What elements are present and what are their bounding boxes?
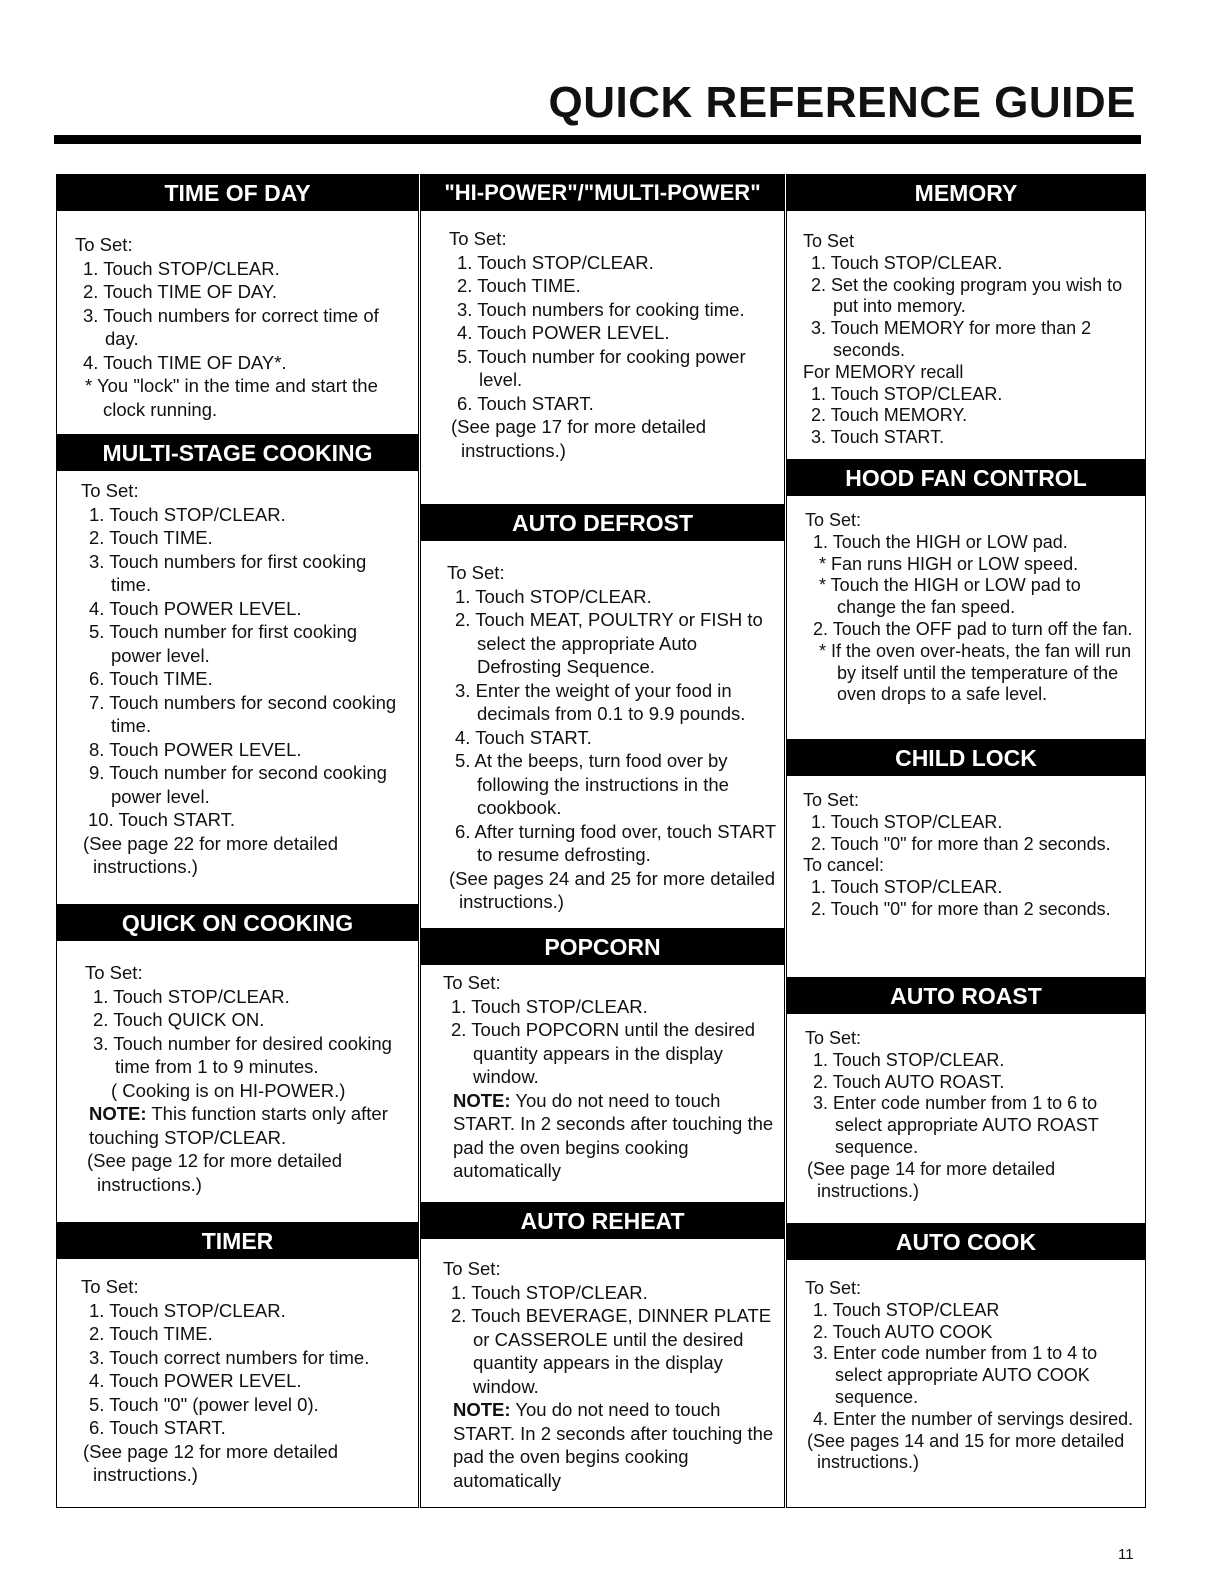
step-item: 2. Touch the OFF pad to turn off the fan.: [813, 618, 1133, 639]
section-popcorn: [420, 928, 785, 1204]
step-item: 6. Touch START.: [457, 392, 594, 414]
column-middle: [420, 174, 785, 1508]
see-page-note: (See page 17 for more detailed instructions.): [451, 416, 707, 461]
to-set-label: To Set:: [75, 234, 133, 255]
step-item: 1. Touch STOP/CLEAR.: [457, 251, 654, 273]
section-auto-defrost: [420, 504, 785, 930]
section-header: TIME OF DAY: [57, 175, 418, 211]
section-header: MULTI-STAGE COOKING: [57, 435, 418, 471]
step-item: 3. Enter code number from 1 to 4 to select appropriate AUTO COOK sequence.: [813, 1343, 1098, 1407]
footnote: * You "lock" in the time and start the clock running.: [85, 375, 378, 420]
section-header: MEMORY: [787, 175, 1145, 211]
step-item: 4. Touch POWER LEVEL.: [457, 322, 670, 343]
step-item: 2. Touch "0" for more than 2 seconds.: [811, 833, 1111, 854]
step-item: 4. Touch START.: [455, 726, 592, 748]
section-hood-fan-control: [786, 459, 1146, 741]
to-set-label: To Set:: [449, 228, 507, 249]
step-item: 2. Touch MEAT, POULTRY or FISH to select the appropriate Auto Defrosting Sequence.: [455, 609, 763, 677]
step-item: 6. Touch START.: [89, 1417, 226, 1438]
section-header: AUTO DEFROST: [421, 505, 784, 541]
step-item: 1. Touch STOP/CLEAR: [813, 1299, 1000, 1320]
note-body: You do not need to touch START. In 2 seconds after touching the pad the oven begins cooking automatically: [453, 1089, 774, 1181]
see-page-note: (See page 12 for more detailed instructions.): [87, 1150, 343, 1195]
bullet-item: * Fan runs HIGH or LOW speed.: [819, 553, 1079, 574]
note-text: [453, 1398, 776, 1492]
step-item: 1. Touch STOP/CLEAR.: [813, 1049, 1005, 1070]
step-item: 3. Enter the weight of your food in decimals from 0.1 to 9.9 pounds.: [455, 679, 746, 724]
to-set-label: To Set:: [803, 790, 860, 810]
note-text: [89, 1102, 410, 1149]
step-item: 1. Touch the HIGH or LOW pad.: [813, 531, 1068, 552]
step-item: 4. Touch POWER LEVEL.: [89, 597, 302, 619]
step-item: 9. Touch number for second cooking power level.: [89, 762, 387, 807]
note-label: NOTE:: [89, 1103, 147, 1124]
step-item: 1. Touch STOP/CLEAR.: [83, 257, 280, 279]
section-hi-power: [420, 174, 785, 506]
step-item: 6. Touch TIME.: [89, 668, 213, 689]
section-quick-on-cooking: [56, 904, 419, 1224]
step-item: 3. Touch MEMORY for more than 2 seconds.: [811, 318, 1092, 360]
section-header: POPCORN: [421, 929, 784, 965]
section-timer: [56, 1222, 419, 1508]
title-rule: [54, 135, 1141, 144]
note-text: [453, 1089, 776, 1183]
section-auto-cook: [786, 1223, 1146, 1508]
to-set-label: To Set:: [85, 962, 143, 983]
column-left: [56, 174, 419, 1508]
step-item: 1. Touch STOP/CLEAR.: [89, 1299, 286, 1321]
step-item: 2. Touch TIME.: [89, 1323, 213, 1344]
step-item: 3. Touch correct numbers for time.: [89, 1346, 370, 1368]
note-label: NOTE:: [453, 1399, 511, 1420]
to-set-label: To Set:: [805, 510, 862, 530]
note-body: You do not need to touch START. In 2 seconds after touching the pad the oven begins cooking automatically: [453, 1399, 774, 1491]
step-item: 1. Touch STOP/CLEAR.: [811, 877, 1003, 898]
step-item: 1. Touch STOP/CLEAR.: [89, 503, 286, 525]
step-item: 5. Touch number for cooking power level.: [457, 345, 746, 390]
section-header: TIMER: [57, 1223, 418, 1259]
step-item: 4. Enter the number of servings desired.: [813, 1408, 1134, 1429]
step-item: 3. Touch numbers for correct time of day.: [83, 304, 379, 349]
section-header: "HI-POWER"/"MULTI-POWER": [421, 175, 784, 211]
step-item: 1. Touch STOP/CLEAR.: [93, 985, 290, 1007]
section-header: HOOD FAN CONTROL: [787, 460, 1145, 496]
step-item: 5. At the beeps, turn food over by following the instructions in the cookbook.: [455, 750, 729, 818]
step-item: 3. Touch numbers for first cooking time.: [89, 550, 367, 595]
step-item: 3. Touch START.: [811, 427, 945, 448]
step-item: 3. Enter code number from 1 to 6 to select appropriate AUTO ROAST sequence.: [813, 1093, 1099, 1157]
see-page-note: (See page 14 for more detailed instructions.): [807, 1158, 1056, 1201]
step-item: 2. Touch TIME OF DAY.: [83, 281, 277, 302]
step-item: 3. Touch number for desired cooking time from 1 to 9 minutes.: [93, 1032, 392, 1077]
step-item: 2. Touch AUTO COOK: [813, 1321, 993, 1342]
step-item: 2. Set the cooking program you wish to put into memory.: [811, 274, 1123, 317]
section-header: AUTO ROAST: [787, 978, 1145, 1014]
to-set-label: To Set:: [81, 1276, 139, 1297]
step-item: 1. Touch STOP/CLEAR.: [451, 995, 648, 1017]
step-item: 5. Touch "0" (power level 0).: [89, 1393, 319, 1415]
section-header: AUTO COOK: [787, 1224, 1145, 1260]
step-item: 10. Touch START.: [88, 809, 236, 830]
step-item: 2. Touch POPCORN until the desired quantity appears in the display window.: [451, 1019, 756, 1087]
step-item: 3. Touch numbers for cooking time.: [457, 298, 745, 320]
step-item: 1. Touch STOP/CLEAR.: [451, 1281, 648, 1303]
step-item: 7. Touch numbers for second cooking time.: [89, 691, 397, 736]
section-child-lock: [786, 739, 1146, 979]
step-item: 2. Touch "0" for more than 2 seconds.: [811, 898, 1111, 919]
step-item: 2. Touch TIME.: [89, 527, 213, 548]
step-item: 4. Touch POWER LEVEL.: [89, 1370, 302, 1391]
step-item: 2. Touch BEVERAGE, DINNER PLATE or CASSEROLE until the desired quantity appears in the display window.: [451, 1305, 772, 1397]
step-item: 1. Touch STOP/CLEAR.: [811, 252, 1003, 273]
section-auto-roast: [786, 977, 1146, 1225]
page-number: 11: [1118, 1546, 1134, 1563]
note-body: This function starts only after touching STOP/CLEAR.: [89, 1103, 388, 1148]
step-item: 4. Touch TIME OF DAY*.: [83, 351, 287, 373]
memory-recall-label: For MEMORY recall: [803, 361, 964, 382]
section-auto-reheat: [420, 1202, 785, 1508]
see-page-note: (See page 12 for more detailed instructions.): [83, 1440, 339, 1485]
section-multi-stage-cooking: [56, 434, 419, 906]
to-set-label: To Set:: [81, 480, 139, 501]
step-item: 2. Touch QUICK ON.: [93, 1009, 265, 1030]
step-item: 1. Touch STOP/CLEAR.: [811, 811, 1003, 832]
cancel-label: To cancel:: [803, 855, 885, 876]
to-set-label: To Set:: [805, 1278, 862, 1298]
section-header: QUICK ON COOKING: [57, 905, 418, 941]
bullet-item: * Touch the HIGH or LOW pad to change the fan speed.: [819, 575, 1081, 618]
step-item: 1. Touch STOP/CLEAR.: [811, 383, 1003, 404]
step-item: 2. Touch MEMORY.: [811, 405, 968, 426]
step-item: 8. Touch POWER LEVEL.: [89, 738, 302, 760]
step-item: 2. Touch AUTO ROAST.: [813, 1071, 1005, 1092]
step-item: 5. Touch number for first cooking power level.: [89, 621, 358, 666]
to-set-label: To Set:: [443, 972, 501, 993]
to-set-label: To Set:: [443, 1258, 501, 1279]
note-label: NOTE:: [453, 1089, 511, 1111]
see-page-note: (See pages 14 and 15 for more detailed instructions.): [807, 1430, 1125, 1473]
section-time-of-day: [56, 174, 419, 436]
page-title: QUICK REFERENCE GUIDE: [548, 78, 1136, 127]
to-set-label: To Set: [803, 231, 855, 251]
to-set-label: To Set:: [805, 1028, 862, 1048]
step-item: 2. Touch TIME.: [457, 275, 581, 296]
to-set-label: To Set:: [447, 562, 505, 583]
step-item: 1. Touch STOP/CLEAR.: [455, 585, 652, 607]
column-right: [786, 174, 1146, 1508]
cooking-note: ( Cooking is on HI-POWER.): [111, 1079, 346, 1101]
bullet-item: * If the oven over-heats, the fan will run by itself until the temperature of the oven drops to a safe level.: [819, 640, 1132, 705]
section-header: CHILD LOCK: [787, 740, 1145, 776]
step-item: 6. After turning food over, touch START to resume defrosting.: [455, 820, 776, 865]
section-memory: [786, 174, 1146, 461]
see-page-note: (See page 22 for more detailed instructions.): [83, 832, 339, 877]
see-page-note: (See pages 24 and 25 for more detailed instructions.): [449, 867, 776, 912]
section-header: AUTO REHEAT: [421, 1203, 784, 1239]
